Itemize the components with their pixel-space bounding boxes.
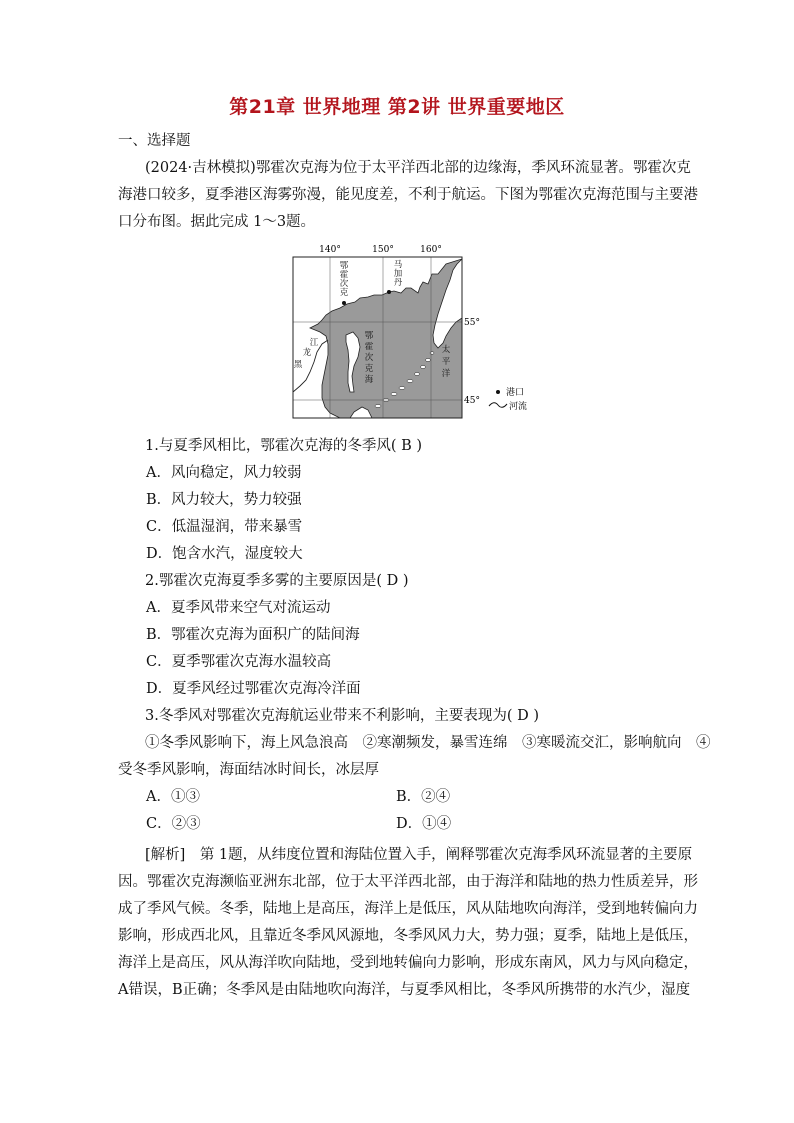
label-ohotsk-2: 霍 xyxy=(339,270,349,280)
legend-river-label: 河流 xyxy=(509,402,528,412)
label-river-3: 江 xyxy=(309,338,319,348)
label-magadan-1: 马 xyxy=(393,260,403,270)
label-ohotsk-1: 鄂 xyxy=(339,261,349,271)
label-sea-3: 次 xyxy=(364,353,374,363)
page-title: 第21章 世界地理 第2讲 世界重要地区 xyxy=(229,96,565,118)
question-1-stem: 1.与夏季风相比，鄂霍次克海的冬季风( B ) xyxy=(145,438,423,454)
question-2-option-c: C．夏季鄂霍次克海水温较高 xyxy=(146,654,332,670)
legend-port-symbol xyxy=(496,390,500,394)
analysis-line-4: 影响，形成西北风，且靠近冬季风风源地，冬季风风力大，势力强；夏季，陆地上是低压， xyxy=(118,928,698,944)
map-frame xyxy=(293,257,462,418)
label-pacific-2: 平 xyxy=(441,357,451,367)
question-1-option-a: A．风向稳定，风力较弱 xyxy=(146,465,302,481)
intro-line-2: 海港口较多，夏季港区海雾弥漫，能见度差，不利于航运。下图为鄂霍次克海范围与主要港 xyxy=(118,187,698,203)
lon-label-160: 160° xyxy=(420,245,442,255)
question-1-option-c: C．低温湿润，带来暴雪 xyxy=(146,519,303,535)
port-magadan xyxy=(387,290,391,294)
question-1-option-b: B．风力较大，势力较强 xyxy=(146,492,302,508)
question-3-items-line-1: ①冬季风影响下，海上风急浪高 ②寒潮频发，暴雪连绵 ③寒暖流交汇，影响航向 ④ xyxy=(145,735,711,751)
analysis-line-3: 成了季风气候。冬季，陆地上是高压，海洋上是低压，风从陆地吹向海洋，受到地转偏向力 xyxy=(118,901,698,917)
question-2-option-b: B．鄂霍次克海为面积广的陆间海 xyxy=(146,627,360,643)
analysis-line-2: 因。鄂霍次克海濒临亚洲东北部，位于太平洋西北部，由于海洋和陆地的热力性质差异，形 xyxy=(118,874,698,890)
question-3-option-a: A．①③ xyxy=(146,789,200,805)
label-magadan-2: 加 xyxy=(393,269,403,279)
question-2-option-d: D．夏季风经过鄂霍次克海冷洋面 xyxy=(146,681,361,697)
analysis-line-1: [解析] 第 1题，从纬度位置和海陆位置入手，阐释鄂霍次克海季风环流显著的主要原 xyxy=(145,847,693,863)
question-2-option-a: A．夏季风带来空气对流运动 xyxy=(146,600,331,616)
question-3-option-c: C．②③ xyxy=(146,816,201,832)
label-pacific-3: 洋 xyxy=(441,369,451,379)
legend-port-label: 港口 xyxy=(506,388,525,398)
label-ohotsk-4: 克 xyxy=(339,288,349,298)
label-sea-5: 海 xyxy=(364,375,374,385)
port-ohotsk xyxy=(342,301,346,305)
analysis-line-6: A错误，B正确；冬季风是由陆地吹向海洋，与夏季风相比，冬季风所携带的水汽少，湿度 xyxy=(118,982,691,998)
label-sea-2: 霍 xyxy=(364,342,374,352)
section-heading: 一、选择题 xyxy=(118,133,191,149)
lon-label-140: 140° xyxy=(319,245,341,255)
label-river-1: 黑 xyxy=(293,360,303,370)
lat-label-55: 55° xyxy=(464,318,480,328)
question-3-stem: 3.冬季风对鄂霍次克海航运业带来不利影响，主要表现为( D ) xyxy=(145,708,539,724)
intro-line-1: (2024·吉林模拟)鄂霍次克海为位于太平洋西北部的边缘海，季风环流显著。鄂霍次克 xyxy=(145,160,691,176)
label-pacific-1: 太 xyxy=(441,345,451,355)
label-river-2: 龙 xyxy=(302,348,312,358)
label-magadan-3: 丹 xyxy=(393,278,403,288)
lat-label-45: 45° xyxy=(464,396,480,406)
legend-river-symbol xyxy=(489,403,507,408)
label-ohotsk-3: 次 xyxy=(339,279,349,289)
intro-line-3: 口分布图。据此完成 1～3题。 xyxy=(118,214,316,230)
label-sea-4: 克 xyxy=(364,364,374,374)
lon-label-150: 150° xyxy=(372,245,394,255)
question-3-items-line-2: 受冬季风影响，海面结冰时间长，冰层厚 xyxy=(118,762,379,778)
label-sea-1: 鄂 xyxy=(364,331,374,341)
question-2-stem: 2.鄂霍次克海夏季多雾的主要原因是( D ) xyxy=(145,573,409,589)
question-3-option-b: B．②④ xyxy=(396,789,451,805)
analysis-line-5: 海洋上是高压，风从海洋吹向陆地，受到地转偏向力影响，形成东南风，风力与风向稳定， xyxy=(118,955,698,971)
okhotsk-sea-map xyxy=(262,240,542,422)
question-3-option-d: D．①④ xyxy=(396,816,452,832)
question-1-option-d: D．饱含水汽，湿度较大 xyxy=(146,546,303,562)
